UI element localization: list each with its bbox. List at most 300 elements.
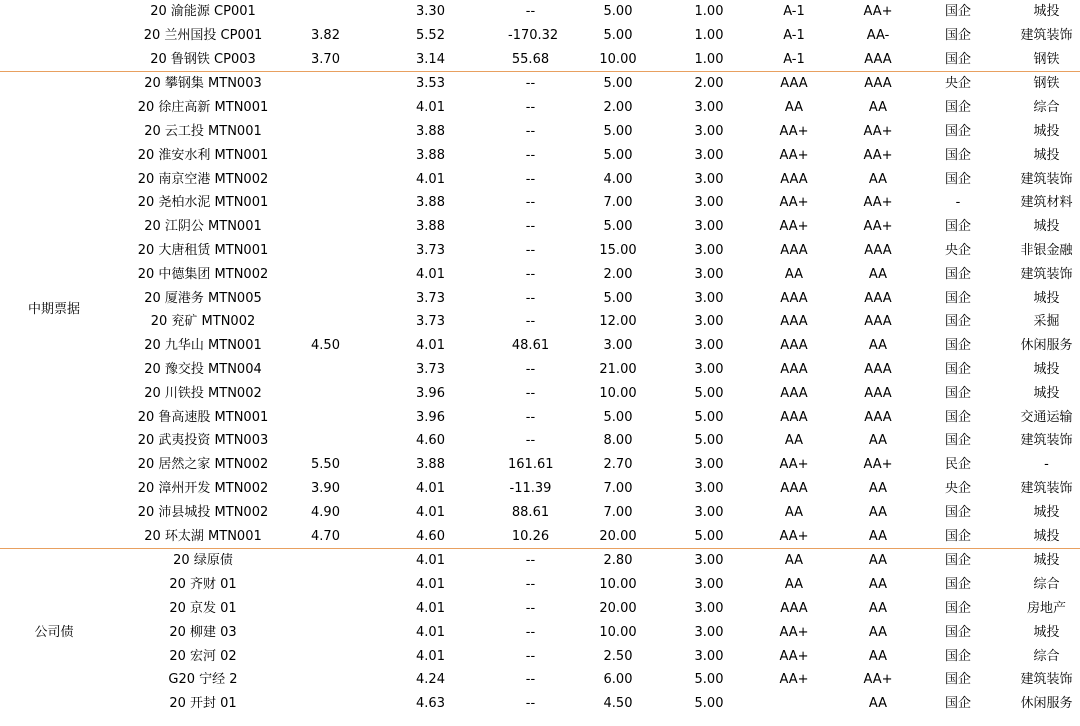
enterprise-type-cell: 央企	[944, 480, 971, 496]
reference-rate-cell: 5.52	[416, 27, 445, 43]
industry-cell: 城投	[1033, 219, 1060, 235]
reference-rate-cell: 3.73	[416, 314, 445, 330]
enterprise-type-cell: 国企	[944, 51, 971, 67]
reference-rate-cell: 3.14	[416, 51, 445, 67]
table-row	[0, 215, 1080, 239]
enterprise-type-cell: 国企	[944, 147, 971, 163]
term-cell: 3.00	[694, 290, 724, 306]
spread-cell: --	[508, 72, 553, 96]
industry-cell: 交通运输	[1020, 409, 1073, 425]
issue-size-cell: 20.00	[599, 528, 637, 544]
term-cell: 3.00	[683, 549, 735, 573]
issue-rating-cell: AA	[784, 266, 804, 282]
table-row	[0, 573, 1080, 597]
issue-rating-cell: AA+	[779, 123, 809, 139]
industry-cell: 建筑装饰	[1020, 171, 1073, 187]
coupon-cell	[298, 429, 353, 453]
spread-cell: --	[525, 624, 536, 640]
reference-rate-cell: 4.01	[416, 480, 445, 496]
industry-cell: 城投	[1033, 290, 1060, 306]
table-row	[0, 191, 1080, 215]
spread-cell: --	[525, 314, 536, 330]
spread-cell: --	[525, 242, 536, 258]
enterprise-type-cell: 国企	[944, 361, 971, 377]
reference-rate-cell: 3.88	[416, 219, 445, 235]
enterprise-type-cell: 国企	[944, 290, 971, 306]
coupon-cell	[298, 72, 353, 96]
issuer-rating-cell: AA-	[866, 27, 890, 43]
spread-cell: 48.61	[511, 338, 550, 354]
spread-cell: 88.61	[511, 504, 550, 520]
reference-rate-cell: 3.73	[416, 361, 445, 377]
spread-cell: --	[525, 409, 536, 425]
industry-cell: 休闲服务	[1020, 696, 1073, 712]
spread-cell: --	[525, 123, 536, 139]
term-cell: 5.00	[694, 696, 724, 712]
enterprise-type-cell: 国企	[944, 27, 971, 43]
coupon-cell	[298, 573, 353, 597]
term-cell: 3.00	[694, 314, 724, 330]
issue-size-cell: 10.00	[599, 385, 637, 401]
issue-size-cell: 21.00	[599, 361, 637, 377]
bond-name-cell: 20 漳州开发 MTN002	[137, 480, 269, 496]
section-label	[0, 0, 108, 72]
coupon-cell	[298, 597, 353, 621]
issue-size-cell: 5.00	[603, 219, 633, 235]
bond-name-cell: 20 鲁钢铁 CP003	[150, 51, 256, 67]
enterprise-type-cell: 国企	[944, 504, 971, 520]
issue-rating-cell: A-1	[783, 4, 805, 19]
coupon-cell	[298, 310, 353, 334]
table-row	[0, 287, 1080, 311]
bond-name-cell: 20 环太湖 MTN001	[144, 528, 262, 544]
coupon-cell: 3.82	[311, 27, 340, 43]
issue-rating-cell: AAA	[780, 409, 808, 425]
spread-cell: --	[525, 433, 536, 449]
term-cell: 3.00	[694, 504, 724, 520]
coupon-cell	[298, 668, 353, 692]
table-row	[0, 549, 1080, 573]
industry-cell: 非银金融	[1020, 242, 1073, 258]
issue-rating-cell: AA	[784, 577, 804, 593]
issue-rating-cell: AA+	[779, 457, 809, 473]
table-row	[0, 48, 1080, 72]
spread-cell: --	[525, 147, 536, 163]
enterprise-type-cell: 国企	[944, 624, 971, 640]
coupon-cell	[298, 645, 353, 669]
spread-cell: --	[525, 577, 536, 593]
industry-cell: 城投	[1033, 147, 1060, 163]
industry-cell: 建筑材料	[1020, 195, 1073, 211]
coupon-cell	[298, 144, 353, 168]
enterprise-type-cell: 国企	[944, 433, 971, 449]
enterprise-type-cell: 国企	[903, 549, 1013, 573]
enterprise-type-cell: 国企	[944, 314, 971, 330]
issue-rating-cell: AA+	[779, 624, 809, 640]
enterprise-type-cell: 国企	[944, 672, 971, 688]
issue-size-cell: 7.00	[603, 504, 633, 520]
reference-rate-cell: 3.73	[416, 242, 445, 258]
issue-size-cell: 7.00	[603, 480, 633, 496]
reference-rate-cell: 3.88	[416, 147, 445, 163]
issuer-rating-cell: AA	[853, 549, 903, 573]
industry-cell: 城投	[1033, 4, 1060, 19]
industry-cell: 建筑装饰	[1020, 672, 1073, 688]
bond-name-cell: 20 兖矿 MTN002	[150, 314, 256, 330]
issuer-rating-cell: AA+	[863, 457, 893, 473]
industry-cell: 城投	[1033, 361, 1060, 377]
table-row	[0, 144, 1080, 168]
reference-rate-cell: 4.01	[416, 504, 445, 520]
table-row	[0, 72, 1080, 96]
reference-rate-cell: 4.01	[416, 338, 445, 354]
term-cell: 1.00	[694, 51, 724, 67]
industry-cell: 钢铁	[1013, 72, 1080, 96]
issue-size-cell: 20.00	[599, 600, 637, 616]
issuer-rating-cell: AA+	[863, 219, 893, 235]
industry-cell: 建筑装饰	[1020, 433, 1073, 449]
bond-name-cell: 20 中德集团 MTN002	[137, 266, 269, 282]
table-row	[0, 334, 1080, 358]
coupon-cell	[298, 191, 353, 215]
reference-rate-cell: 4.01	[416, 171, 445, 187]
issue-rating-cell: AAA	[780, 480, 808, 496]
term-cell: 3.00	[694, 147, 724, 163]
issuer-rating-cell: AAA	[853, 72, 903, 96]
term-cell: 3.00	[694, 338, 724, 354]
issue-size-cell: 5.00	[553, 72, 683, 96]
issue-size-cell: 15.00	[599, 242, 637, 258]
term-cell: 3.00	[694, 480, 724, 496]
issuer-rating-cell: AAA	[864, 51, 892, 67]
term-cell: 3.00	[694, 624, 724, 640]
issuer-rating-cell: AA	[868, 528, 888, 544]
spread-cell: --	[525, 290, 536, 306]
bond-name-cell: 20 徐庄高新 MTN001	[137, 100, 269, 116]
term-cell: 5.00	[694, 409, 724, 425]
industry-cell: 综合	[1033, 648, 1060, 664]
issue-size-cell: 10.00	[599, 624, 637, 640]
issue-size-cell: 10.00	[599, 51, 637, 67]
bond-name-cell: 20 开封 01	[169, 696, 237, 712]
spread-cell: --	[525, 672, 536, 688]
issue-size-cell: 5.00	[603, 4, 633, 19]
enterprise-type-cell: 国企	[944, 648, 971, 664]
term-cell: 1.00	[694, 4, 724, 19]
issue-size-cell: 2.00	[603, 266, 633, 282]
term-cell: 5.00	[694, 672, 724, 688]
industry-cell: 建筑装饰	[1020, 266, 1073, 282]
spread-cell: --	[525, 195, 536, 211]
issue-rating-cell: AAA	[780, 385, 808, 401]
spread-cell: -11.39	[509, 480, 552, 496]
industry-cell: 房地产	[1026, 600, 1066, 616]
table-row	[0, 645, 1080, 669]
table-row	[0, 263, 1080, 287]
table-row	[0, 239, 1080, 263]
coupon-cell	[298, 287, 353, 311]
spread-cell: -170.32	[508, 27, 559, 43]
spread-cell: 55.68	[511, 51, 550, 67]
enterprise-type-cell: 国企	[944, 219, 971, 235]
industry-cell: 建筑装饰	[1020, 480, 1073, 496]
table-row	[0, 692, 1080, 716]
issue-rating-cell: AA+	[779, 219, 809, 235]
issuer-rating-cell: AA	[868, 433, 888, 449]
term-cell: 3.00	[694, 195, 724, 211]
bond-name-cell: 20 云工投 MTN001	[144, 123, 262, 139]
reference-rate-cell: 4.01	[416, 600, 445, 616]
issuer-rating-cell: AAA	[864, 361, 892, 377]
spread-cell: 161.61	[508, 457, 554, 473]
issuer-rating-cell: AA	[868, 696, 888, 712]
coupon-cell	[298, 406, 353, 430]
bond-name-cell: 20 兰州国投 CP001	[143, 27, 263, 43]
reference-rate-cell: 4.01	[416, 266, 445, 282]
term-cell: 3.00	[694, 577, 724, 593]
enterprise-type-cell: 国企	[944, 696, 971, 712]
issue-size-cell: 2.80	[553, 549, 683, 573]
bond-name-cell: 20 川铁投 MTN002	[144, 385, 262, 401]
table-row	[0, 477, 1080, 501]
enterprise-type-cell: 国企	[944, 577, 971, 593]
issue-rating-cell: AAA	[780, 600, 808, 616]
enterprise-type-cell: 国企	[944, 4, 971, 19]
table-row	[0, 310, 1080, 334]
issue-rating-cell	[735, 692, 853, 716]
industry-cell: 休闲服务	[1020, 338, 1073, 354]
issue-size-cell: 7.00	[603, 195, 633, 211]
bond-name-cell: 20 江阴公 MTN001	[144, 219, 262, 235]
reference-rate-cell: 4.63	[416, 696, 445, 712]
coupon-cell: 3.70	[311, 51, 340, 67]
term-cell: 5.00	[694, 528, 724, 544]
reference-rate-cell: 4.01	[416, 577, 445, 593]
term-cell: 3.00	[694, 123, 724, 139]
coupon-cell: 4.50	[311, 338, 340, 354]
spread-cell: --	[525, 171, 536, 187]
reference-rate-cell: 3.96	[416, 409, 445, 425]
enterprise-type-cell: 央企	[903, 72, 1013, 96]
issue-size-cell: 4.50	[603, 696, 633, 712]
coupon-cell	[298, 120, 353, 144]
issuer-rating-cell: AA	[868, 600, 888, 616]
issue-size-cell: 5.00	[603, 290, 633, 306]
spread-cell: --	[525, 385, 536, 401]
issue-size-cell: 3.00	[603, 338, 633, 354]
coupon-cell	[298, 382, 353, 406]
issue-size-cell: 5.00	[603, 123, 633, 139]
table-row	[0, 406, 1080, 430]
bond-name-cell: 20 武夷投资 MTN003	[137, 433, 269, 449]
issuer-rating-cell: AAA	[864, 242, 892, 258]
issue-size-cell: 5.00	[603, 409, 633, 425]
issuer-rating-cell: AA	[868, 624, 888, 640]
issue-size-cell: 4.00	[603, 171, 633, 187]
term-cell: 3.00	[694, 100, 724, 116]
coupon-cell: 3.90	[311, 480, 340, 496]
coupon-cell	[298, 168, 353, 192]
bond-name-cell: 20 淮安水利 MTN001	[137, 147, 269, 163]
issuer-rating-cell: AA	[868, 480, 888, 496]
issue-rating-cell: AA	[784, 504, 804, 520]
reference-rate-cell: 3.73	[416, 290, 445, 306]
issue-rating-cell: AA+	[779, 147, 809, 163]
coupon-cell	[298, 96, 353, 120]
bond-name-cell: 20 齐财 01	[169, 577, 237, 593]
coupon-cell: 5.50	[311, 457, 340, 473]
issuer-rating-cell: AAA	[864, 290, 892, 306]
spread-cell: 10.26	[511, 528, 550, 544]
term-cell: 3.00	[694, 648, 724, 664]
coupon-cell	[298, 239, 353, 263]
issue-rating-cell: AAA	[780, 290, 808, 306]
reference-rate-cell: 4.24	[416, 672, 445, 688]
bond-name-cell: 20 渝能源 CP001	[150, 4, 256, 19]
term-cell: 3.00	[694, 600, 724, 616]
coupon-cell: 4.70	[311, 528, 340, 544]
issue-rating-cell: AA	[784, 433, 804, 449]
bond-name-cell: 20 大唐租赁 MTN001	[137, 242, 269, 258]
bond-name-cell: 20 京发 01	[169, 600, 237, 616]
table-row	[0, 96, 1080, 120]
table-row	[0, 120, 1080, 144]
enterprise-type-cell: 国企	[944, 528, 971, 544]
issuer-rating-cell: AA	[868, 171, 888, 187]
issue-rating-cell: AAA	[780, 242, 808, 258]
reference-rate-cell: 4.60	[416, 528, 445, 544]
term-cell: 3.00	[694, 266, 724, 282]
coupon-cell	[298, 215, 353, 239]
issue-size-cell: 2.00	[603, 100, 633, 116]
enterprise-type-cell: 国企	[944, 409, 971, 425]
industry-cell: 建筑装饰	[1020, 27, 1073, 43]
enterprise-type-cell: 央企	[944, 242, 971, 258]
coupon-cell	[298, 0, 353, 24]
bond-name-cell: 20 厦港务 MTN005	[144, 290, 262, 306]
term-cell: 5.00	[694, 433, 724, 449]
issue-size-cell: 2.50	[603, 648, 633, 664]
issue-rating-cell: AA+	[779, 648, 809, 664]
enterprise-type-cell: 国企	[944, 123, 971, 139]
coupon-cell	[298, 621, 353, 645]
issuer-rating-cell: AA+	[863, 4, 893, 19]
table-row	[0, 525, 1080, 549]
term-cell: 3.00	[694, 171, 724, 187]
table-row	[0, 501, 1080, 525]
enterprise-type-cell: 国企	[944, 100, 971, 116]
issue-rating-cell: AA+	[779, 195, 809, 211]
table-row	[0, 621, 1080, 645]
issue-rating-cell: A-1	[783, 27, 805, 43]
industry-cell: 城投	[1033, 504, 1060, 520]
industry-cell: 采掘	[1033, 314, 1060, 330]
industry-cell: 城投	[1013, 549, 1080, 573]
industry-cell: -	[1044, 457, 1049, 473]
term-cell: 3.00	[694, 457, 724, 473]
table-row	[0, 358, 1080, 382]
industry-cell: 城投	[1033, 624, 1060, 640]
table-row	[0, 168, 1080, 192]
reference-rate-cell: 3.53	[353, 72, 508, 96]
issue-size-cell: 2.70	[603, 457, 633, 473]
bond-name-cell: 20 绿原债	[108, 549, 298, 573]
table-row	[0, 453, 1080, 477]
bond-name-cell: 20 鲁高速股 MTN001	[137, 409, 269, 425]
bond-name-cell: 20 沛县城投 MTN002	[137, 504, 269, 520]
table-row	[0, 597, 1080, 621]
table-row	[0, 429, 1080, 453]
bond-name-cell: 20 柳建 03	[169, 624, 237, 640]
issuer-rating-cell: AA+	[863, 147, 893, 163]
industry-cell: 综合	[1033, 100, 1060, 116]
issue-rating-cell: A-1	[783, 51, 805, 67]
coupon-cell: 4.90	[311, 504, 340, 520]
table-row	[0, 24, 1080, 48]
bond-name-cell: 20 豫交投 MTN004	[144, 361, 262, 377]
enterprise-type-cell: 民企	[944, 457, 971, 473]
enterprise-type-cell: -	[955, 195, 961, 211]
table-row	[0, 668, 1080, 692]
reference-rate-cell: 4.01	[353, 549, 508, 573]
bond-name-cell: 20 尧柏水泥 MTN001	[137, 195, 269, 211]
issuer-rating-cell: AAA	[864, 314, 892, 330]
coupon-cell	[298, 263, 353, 287]
issuer-rating-cell: AA	[868, 338, 888, 354]
spread-cell: --	[525, 696, 536, 712]
spread-cell: --	[525, 361, 536, 377]
issue-size-cell: 5.00	[603, 147, 633, 163]
term-cell: 5.00	[694, 385, 724, 401]
bond-name-cell: 20 攀钢集 MTN003	[108, 72, 298, 96]
issue-size-cell: 5.00	[603, 27, 633, 43]
reference-rate-cell: 4.01	[416, 648, 445, 664]
term-cell: 3.00	[694, 242, 724, 258]
spread-cell: --	[525, 266, 536, 282]
term-cell: 3.00	[694, 361, 724, 377]
reference-rate-cell: 3.96	[416, 385, 445, 401]
spread-cell: --	[525, 4, 536, 19]
issuer-rating-cell: AA	[868, 504, 888, 520]
table-row	[0, 0, 1080, 24]
issue-size-cell: 6.00	[603, 672, 633, 688]
bond-name-cell: G20 宁经 2	[168, 672, 238, 688]
coupon-cell	[298, 692, 353, 716]
issue-rating-cell: AAA	[780, 314, 808, 330]
issue-rating-cell: AA+	[779, 528, 809, 544]
issuer-rating-cell: AA	[868, 266, 888, 282]
enterprise-type-cell: 国企	[944, 600, 971, 616]
reference-rate-cell: 4.01	[416, 624, 445, 640]
bond-name-cell: 20 居然之家 MTN002	[137, 457, 269, 473]
issue-size-cell: 10.00	[599, 577, 637, 593]
issue-size-cell: 12.00	[599, 314, 637, 330]
reference-rate-cell: 3.88	[416, 195, 445, 211]
section-label: 公司债	[0, 549, 108, 716]
industry-cell: 城投	[1033, 528, 1060, 544]
coupon-cell	[298, 358, 353, 382]
spread-cell: --	[525, 219, 536, 235]
industry-cell: 综合	[1033, 577, 1060, 593]
issuer-rating-cell: AA	[868, 648, 888, 664]
issuer-rating-cell: AA+	[863, 123, 893, 139]
issue-rating-cell: AAA	[780, 361, 808, 377]
reference-rate-cell: 3.88	[416, 123, 445, 139]
term-cell: 2.00	[683, 72, 735, 96]
issuer-rating-cell: AA	[868, 100, 888, 116]
bond-name-cell: 20 南京空港 MTN002	[137, 171, 269, 187]
bond-name-cell: 20 九华山 MTN001	[144, 338, 262, 354]
